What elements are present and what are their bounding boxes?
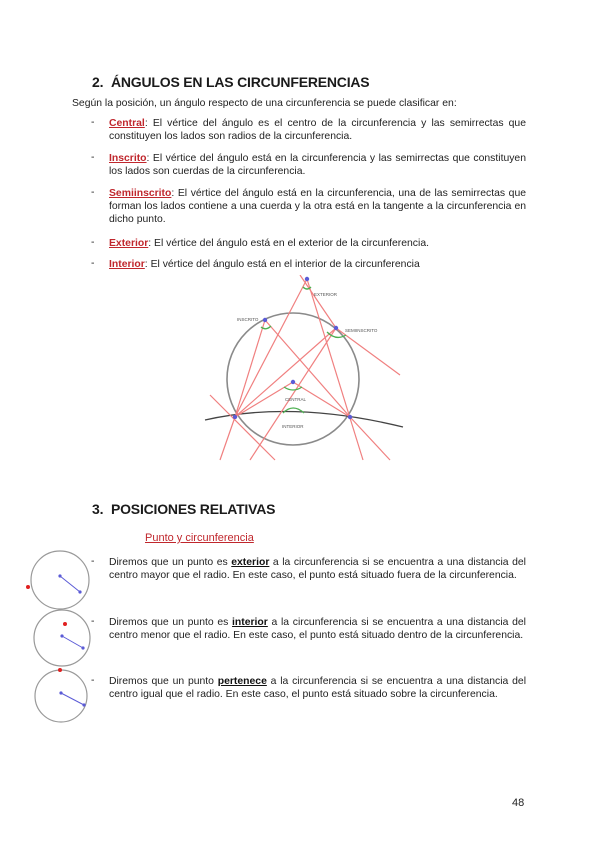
list-item-inscrito — [109, 152, 526, 178]
item-text: a la circunferencia si se encuentra a una distancia del centro igual que el radio. En este caso, el punto está situado sobre la circunferencia. — [109, 676, 526, 701]
section-heading — [92, 501, 275, 517]
label-central: CENTRAL — [285, 397, 307, 402]
list-item-exterior — [109, 237, 526, 250]
list-item-interior — [109, 258, 526, 271]
item-text: Diremos que un punto es — [109, 617, 233, 628]
term-semiinscrito: Semiinscrito — [109, 188, 172, 199]
item-text: Diremos que un punto — [109, 676, 218, 687]
list-item-point-exterior — [109, 556, 526, 582]
term-interior: Interior — [109, 259, 145, 270]
section-heading — [92, 74, 369, 90]
bullet-dash: - — [91, 675, 95, 686]
bullet-dash: - — [91, 152, 95, 163]
angles-diagram — [200, 275, 410, 465]
bullet-dash: - — [91, 556, 95, 567]
label-inscrito: INSCRITO — [237, 317, 259, 322]
label-exterior: EXTERIOR — [314, 292, 338, 297]
definition-text: : El vértice del ángulo está en la circunferencia, una de las semirrectas que forman los lados contiene a una cuerda y la otra está en la tangente a la circunferencia en dicho punto. — [109, 188, 526, 226]
definition-text: : El vértice del ángulo está en la circunferencia y las semirrectas que constituyen los lados son cuerdas de la circunferencia. — [109, 153, 526, 178]
list-item-central — [109, 117, 526, 143]
page-number: 48 — [512, 797, 525, 809]
item-text: Diremos que un punto es — [109, 557, 232, 568]
definition-text: : El vértice del ángulo está en el exterior de la circunferencia. — [148, 238, 429, 249]
bullet-dash: - — [91, 187, 95, 198]
term-exterior: Exterior — [109, 238, 149, 249]
term-central: Central — [109, 118, 145, 129]
list-item-point-interior — [109, 616, 526, 642]
term-inscrito: Inscrito — [109, 153, 147, 164]
interior-point — [63, 622, 67, 626]
on-circle-point — [58, 668, 62, 672]
definition-text: : El vértice del ángulo es el centro de la circunferencia y las semirrectas que constituyen los lados son radios de la circunferencia. — [109, 118, 526, 143]
list-item-point-on — [109, 675, 526, 701]
definition-text: : El vértice del ángulo está en el interior de la circunferencia — [144, 259, 420, 270]
item-text: a la circunferencia si se encuentra a una distancia del centro mayor que el radio. En este caso, el punto está situado fuera de la circunferencia. — [109, 557, 526, 582]
bullet-dash: - — [91, 117, 95, 128]
intro-paragraph: Según la posición, un ángulo respecto de una circunferencia se puede clasificar en: — [72, 98, 457, 109]
figure-point-on — [30, 667, 100, 727]
angle-lines — [210, 275, 400, 460]
bullet-dash: - — [91, 616, 95, 627]
exterior-point — [26, 585, 30, 589]
section-number: 2. — [92, 74, 104, 90]
subheading: Punto y circunferencia — [145, 532, 254, 544]
label-interior: INTERIOR — [282, 424, 304, 429]
term-exterior-point: exterior — [231, 557, 270, 568]
bullet-dash: - — [91, 237, 95, 248]
item-text: a la circunferencia si se encuentra a una distancia del centro menor que el radio. En este caso, el punto está situado dentro de la circunferencia. — [109, 617, 526, 642]
label-semiinscrito: SEMIINSCRITO — [345, 328, 378, 333]
section-title: ÁNGULOS EN LAS CIRCUNFERENCIAS — [110, 74, 370, 90]
figure-point-exterior — [22, 548, 95, 612]
section-number: 3. — [92, 501, 104, 517]
bullet-dash: - — [91, 258, 95, 269]
figure-point-interior — [30, 607, 100, 671]
section-title: POSICIONES RELATIVAS — [110, 501, 276, 517]
term-interior-point: interior — [232, 617, 268, 628]
list-item-semiinscrito — [109, 187, 526, 227]
term-pertenece: pertenece — [217, 676, 267, 687]
